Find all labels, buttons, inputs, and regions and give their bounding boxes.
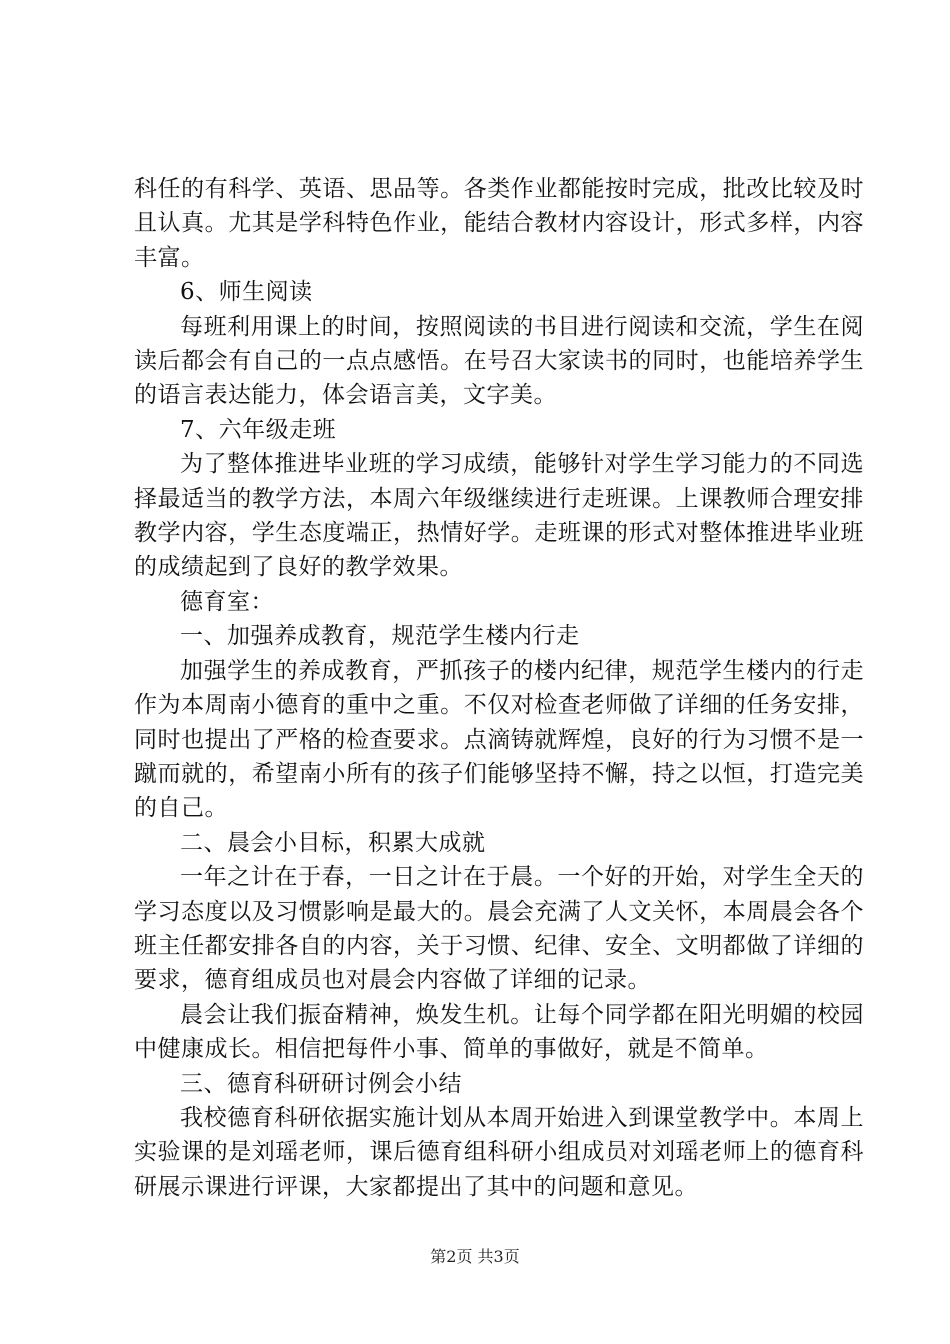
section-heading-morning-meeting: 二、晨会小目标，积累大成就 bbox=[180, 829, 486, 856]
section-heading-research-meeting: 三、德育科研研讨例会小结 bbox=[180, 1070, 462, 1097]
section-heading-habit-education: 一、加强养成教育，规范学生楼内行走 bbox=[180, 623, 580, 650]
page-number-footer: 第2页 共3页 bbox=[430, 1247, 520, 1266]
paragraph-morning-meeting: 一年之计在于春，一日之计在于晨。一个好的开始，对学生全天的学习态度以及习惯影响是最大的。晨会充满了人文关怀，本周晨会各个班主任都安排各自的内容，关于习惯、纪律、安全、文明都做了详细的要求，德育组成员也对晨会内容做了详细的记录。 bbox=[134, 864, 864, 994]
paragraph-reading: 每班利用课上的时间，按照阅读的书目进行阅读和交流，学生在阅读后都会有自己的一点点感悟。在号召大家读书的同时，也能培养学生的语言表达能力，体会语言美，文字美。 bbox=[134, 313, 864, 409]
paragraph-grade-six: 为了整体推进毕业班的学习成绩，能够针对学生学习能力的不同选择最适当的教学方法，本周六年级继续进行走班课。上课教师合理安排教学内容，学生态度端正，热情好学。走班课的形式对整体推进毕业班的成绩起到了良好的教学效果。 bbox=[134, 451, 864, 581]
paragraph-continued: 科任的有科学、英语、思品等。各类作业都能按时完成，批改比较及时且认真。尤其是学科特色作业，能结合教材内容设计，形式多样，内容丰富。 bbox=[134, 176, 864, 271]
section-heading-reading: 6、师生阅读 bbox=[180, 279, 313, 306]
section-heading-moral-office: 德育室： bbox=[180, 588, 274, 615]
document-body bbox=[134, 172, 864, 1204]
paragraph-morning-meeting-2: 晨会让我们振奋精神，焕发生机。让每个同学都在阳光明媚的校园中健康成长。相信把每件小事、简单的事做好，就是不简单。 bbox=[134, 1001, 864, 1063]
paragraph-research-meeting: 我校德育科研依据实施计划从本周开始进入到课堂教学中。本周上实验课的是刘瑶老师，课后德育组科研小组成员对刘瑶老师上的德育科研展示课进行评课，大家都提出了其中的问题和意见。 bbox=[134, 1104, 864, 1200]
section-heading-grade-six: 7、六年级走班 bbox=[180, 416, 337, 443]
paragraph-habit-education: 加强学生的养成教育，严抓孩子的楼内纪律，规范学生楼内的行走作为本周南小德育的重中之重。不仅对检查老师做了详细的任务安排，同时也提出了严格的检查要求。点滴铸就辉煌，良好的行为习惯不是一蹴而就的，希望南小所有的孩子们能够坚持不懈，持之以恒，打造完美的自己。 bbox=[134, 657, 864, 822]
